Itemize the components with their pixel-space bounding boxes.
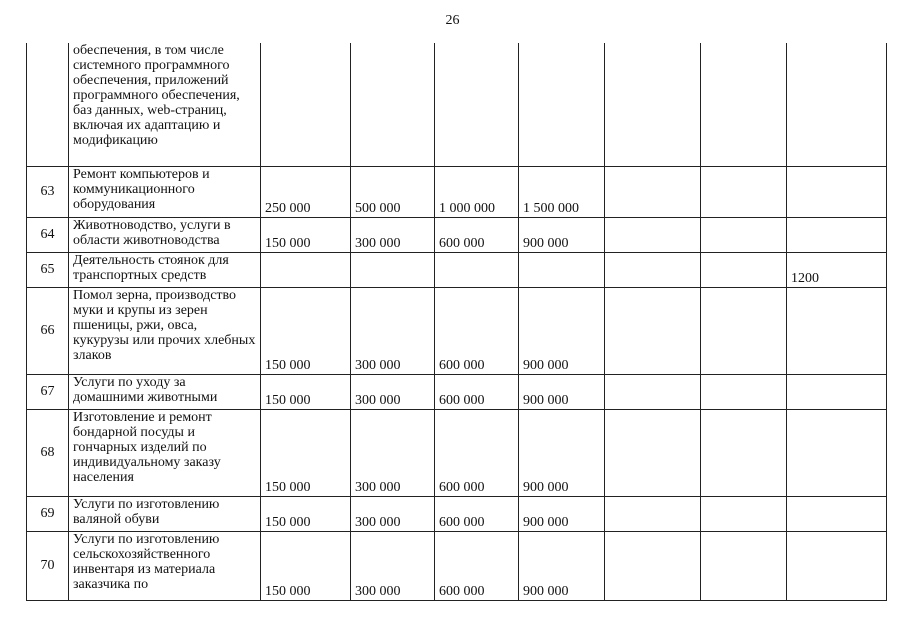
value-cell: 900 000 (519, 217, 605, 252)
row-number: 67 (27, 374, 69, 409)
value-cell (605, 166, 701, 217)
value-cell: 150 000 (261, 374, 351, 409)
value-cell (701, 496, 787, 531)
value-cell (605, 531, 701, 600)
row-number (27, 43, 69, 166)
value-cell: 600 000 (435, 287, 519, 374)
table-row (27, 252, 887, 287)
value-cell: 150 000 (261, 409, 351, 496)
value-cell: 1 500 000 (519, 166, 605, 217)
value-cell (605, 287, 701, 374)
value-cell: 600 000 (435, 531, 519, 600)
value-cell (701, 217, 787, 252)
table-row (27, 217, 887, 252)
value-cell (605, 217, 701, 252)
value-cell (605, 374, 701, 409)
row-number: 66 (27, 287, 69, 374)
activity-name: обеспечения, в том числе системного программного обеспечения, приложений программного обеспечения, баз данных, web-страниц, включая их адаптацию и модификацию (69, 43, 261, 166)
value-cell: 150 000 (261, 217, 351, 252)
value-cell: 900 000 (519, 496, 605, 531)
value-cell (787, 217, 887, 252)
value-cell (787, 531, 887, 600)
value-cell (351, 43, 435, 166)
activity-name: Ремонт компьютеров и коммуникационного оборудования (69, 166, 261, 217)
table-row (27, 374, 887, 409)
row-number: 64 (27, 217, 69, 252)
value-cell (787, 43, 887, 166)
value-cell (787, 496, 887, 531)
value-cell: 150 000 (261, 496, 351, 531)
value-cell (701, 43, 787, 166)
value-cell (435, 43, 519, 166)
value-cell (605, 496, 701, 531)
value-cell: 900 000 (519, 374, 605, 409)
value-cell: 600 000 (435, 374, 519, 409)
value-cell (701, 374, 787, 409)
value-cell (701, 409, 787, 496)
activity-name: Помол зерна, производство муки и крупы из зерен пшеницы, ржи, овса, кукурузы или прочих хлебных злаков (69, 287, 261, 374)
value-cell: 300 000 (351, 531, 435, 600)
value-cell (701, 531, 787, 600)
value-cell: 300 000 (351, 409, 435, 496)
value-cell (701, 166, 787, 217)
value-cell (701, 287, 787, 374)
value-cell: 900 000 (519, 409, 605, 496)
value-cell (787, 374, 887, 409)
value-cell (701, 252, 787, 287)
row-number: 69 (27, 496, 69, 531)
table-row (27, 287, 887, 374)
value-cell (787, 166, 887, 217)
value-cell: 1 000 000 (435, 166, 519, 217)
value-cell: 300 000 (351, 496, 435, 531)
value-cell: 300 000 (351, 374, 435, 409)
page-number: 26 (445, 13, 460, 28)
value-cell (519, 43, 605, 166)
value-cell: 1200 (787, 252, 887, 287)
table-row (27, 43, 887, 166)
value-cell: 300 000 (351, 217, 435, 252)
activity-name: Услуги по изготовлению валяной обуви (69, 496, 261, 531)
value-cell: 250 000 (261, 166, 351, 217)
row-number: 63 (27, 166, 69, 217)
value-cell (351, 252, 435, 287)
value-cell (787, 287, 887, 374)
value-cell (605, 409, 701, 496)
table-row (27, 496, 887, 531)
activity-name: Животноводство, услуги в области животноводства (69, 217, 261, 252)
value-cell: 500 000 (351, 166, 435, 217)
activity-name: Деятельность стоянок для транспортных средств (69, 252, 261, 287)
table-row (27, 409, 887, 496)
value-cell: 600 000 (435, 496, 519, 531)
value-cell (605, 252, 701, 287)
activity-name: Изготовление и ремонт бондарной посуды и гончарных изделий по индивидуальному заказу населения (69, 409, 261, 496)
row-number: 65 (27, 252, 69, 287)
value-cell (787, 409, 887, 496)
table-row (27, 531, 887, 600)
value-cell: 900 000 (519, 531, 605, 600)
value-cell (605, 43, 701, 166)
row-number: 68 (27, 409, 69, 496)
value-cell: 600 000 (435, 409, 519, 496)
value-cell (261, 252, 351, 287)
value-cell: 150 000 (261, 287, 351, 374)
value-cell (261, 43, 351, 166)
value-cell (435, 252, 519, 287)
value-cell: 600 000 (435, 217, 519, 252)
activity-name: Услуги по уходу за домашними животными (69, 374, 261, 409)
activity-name: Услуги по изготовлению сельскохозяйственного инвентаря из материала заказчика по (69, 531, 261, 600)
value-cell: 900 000 (519, 287, 605, 374)
value-cell: 300 000 (351, 287, 435, 374)
table-row (27, 166, 887, 217)
row-number: 70 (27, 531, 69, 600)
value-cell (519, 252, 605, 287)
tariff-table (26, 43, 887, 601)
value-cell: 150 000 (261, 531, 351, 600)
